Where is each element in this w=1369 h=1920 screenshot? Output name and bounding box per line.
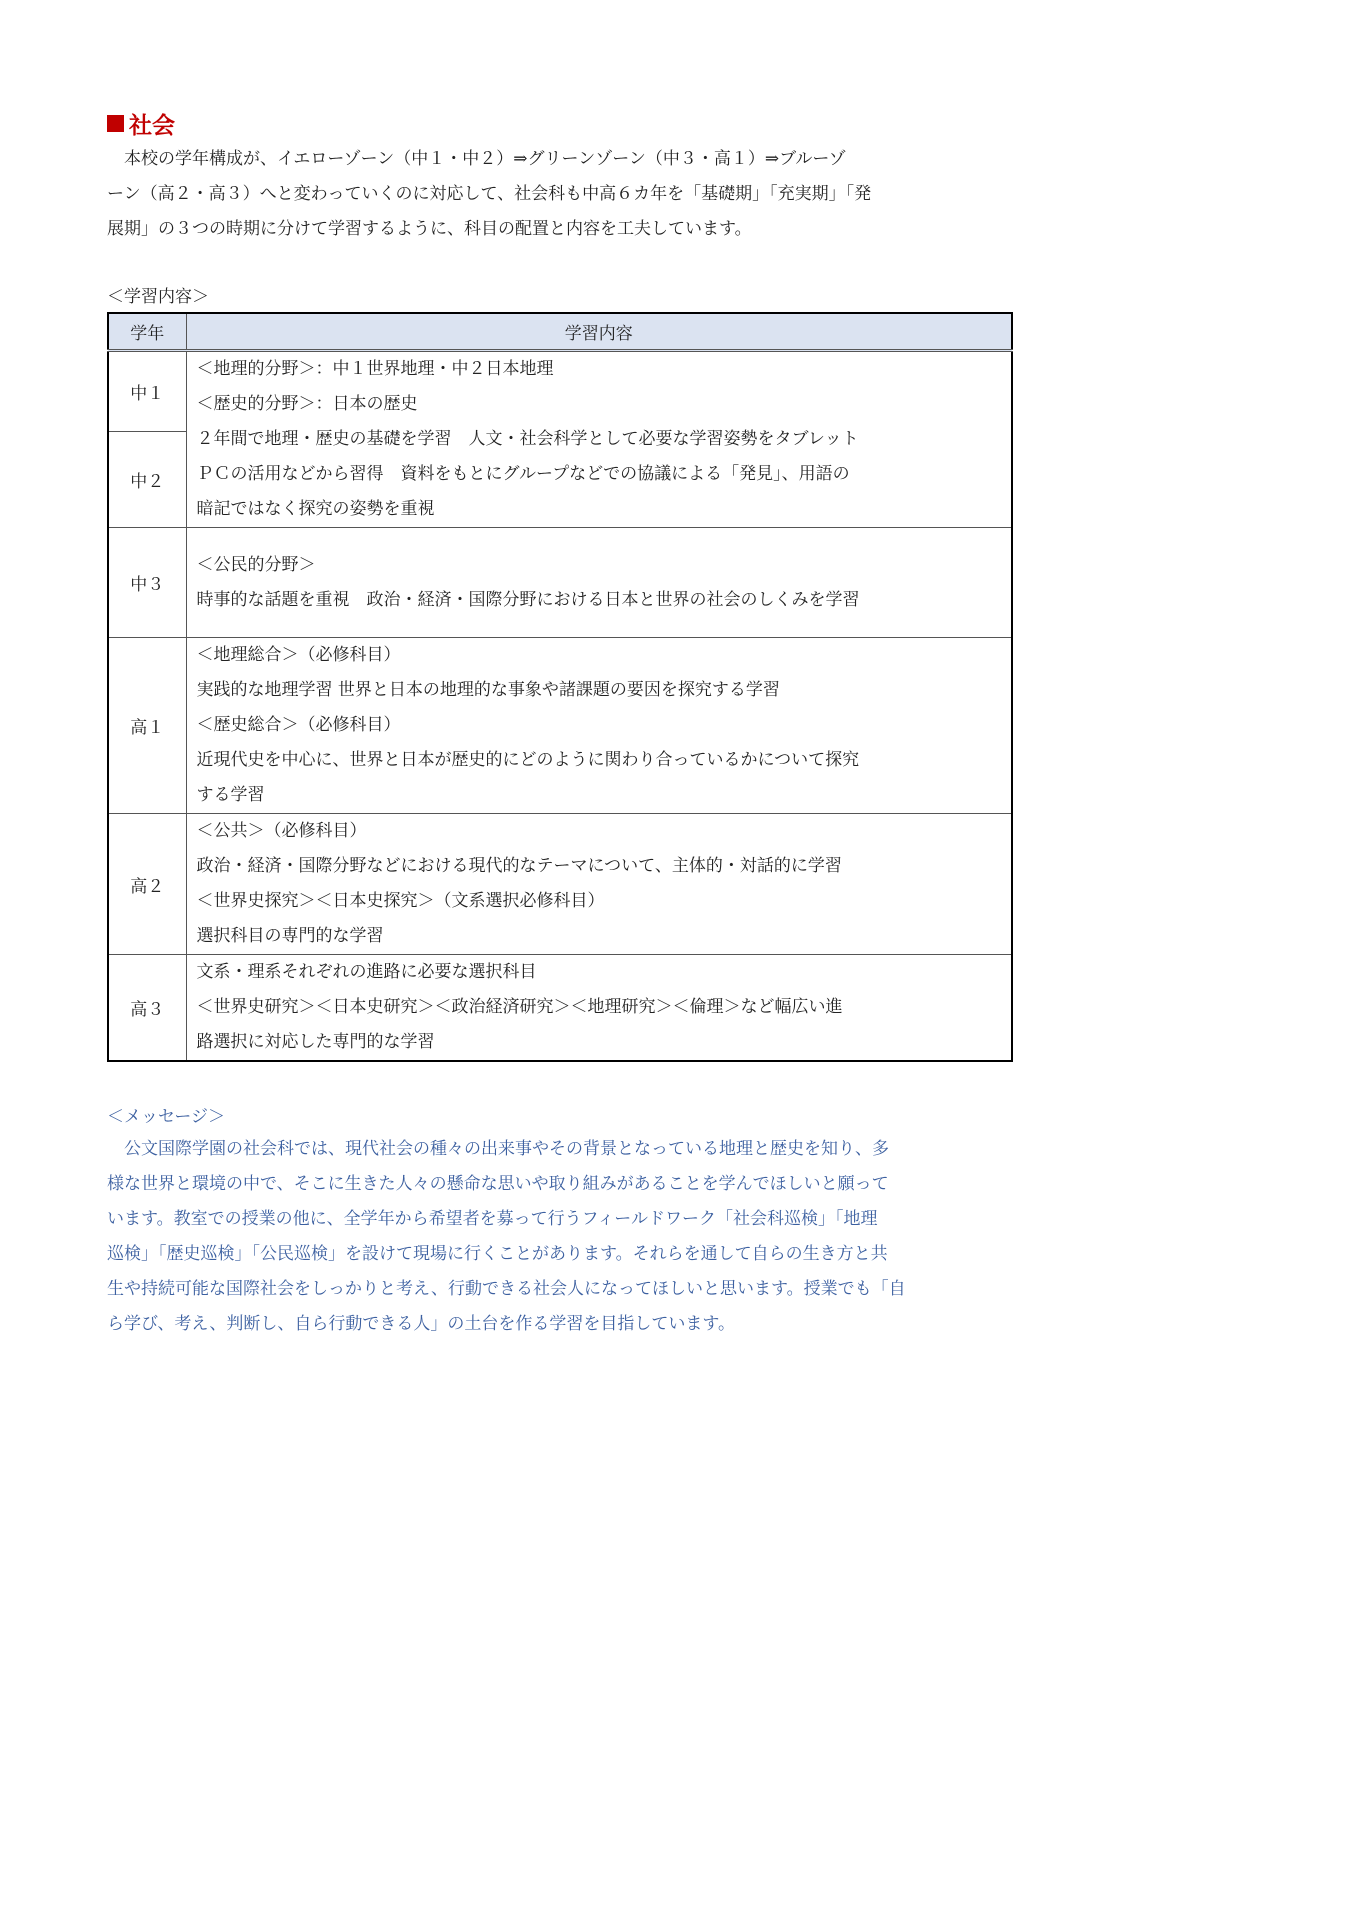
content-line: 暗記ではなく探究の姿勢を重視: [196, 499, 435, 519]
grade-cell: 高１: [108, 638, 186, 814]
header-grade: 学年: [108, 313, 186, 351]
header-content: 学習内容: [186, 313, 1012, 351]
message-line: 様な世界と環境の中で、そこに生きた人々の懸命な思いや取り組みがあることを学んでほしいと願って: [107, 1174, 889, 1194]
message-section: [107, 1102, 1013, 1342]
content-cell: [186, 814, 1012, 955]
message-title: ＜メッセージ＞: [107, 1107, 225, 1127]
curriculum-table: [107, 312, 1013, 1062]
grade-cell: 高３: [108, 955, 186, 1062]
content-line: ＜歴史総合＞（必修科目）: [196, 715, 401, 735]
content-line: ＜公共＞（必修科目）: [196, 821, 367, 841]
red-square-icon: [107, 115, 124, 132]
message-line: 巡検」「歴史巡検」「公民巡検」を設けて現場に行くことがあります。それらを通して自らの生き方と共: [107, 1244, 888, 1264]
table-row: [108, 814, 1012, 955]
content-line: ＜歴史的分野＞：日本の歴史: [196, 394, 418, 414]
message-line: 公文国際学園の社会科では、現代社会の種々の出来事やその背景となっている地理と歴史を知り、多: [124, 1139, 889, 1159]
table-row: [108, 351, 1012, 432]
section-heading-text: 社会: [129, 112, 175, 139]
content-line: ＜世界史研究＞＜日本史研究＞＜政治経済研究＞＜地理研究＞＜倫理＞など幅広い進: [196, 997, 843, 1017]
content-line: 文系・理系それぞれの進路に必要な選択科目: [196, 962, 537, 982]
content-line: ＜地理総合＞（必修科目）: [196, 645, 401, 665]
intro-paragraph: [107, 142, 1013, 247]
intro-line: ーン（高２・高３）へと変わっていくのに対応して、社会科も中高６カ年を「基礎期」「充実期」「発: [107, 184, 872, 204]
content-cell: [186, 955, 1012, 1062]
intro-line: 展期」の３つの時期に分けて学習するように、科目の配置と内容を工夫しています。: [107, 219, 752, 239]
content-line: 路選択に対応した専門的な学習: [196, 1032, 435, 1052]
content-line: 選択科目の専門的な学習: [196, 926, 384, 946]
table-header-row: [108, 313, 1012, 351]
intro-line: 本校の学年構成が、イエローゾーン（中１・中２）⇒グリーンゾーン（中３・高１）⇒ブルーゾ: [124, 149, 846, 169]
content-line: する学習: [196, 785, 265, 805]
content-line: 時事的な話題を重視 政治・経済・国際分野における日本と世界の社会のしくみを学習: [196, 589, 860, 610]
content-cell: [186, 638, 1012, 814]
table-title: ＜学習内容＞: [107, 287, 209, 307]
content-line: 実践的な地理学習 世界と日本の地理的な事象や諸課題の要因を探究する学習: [196, 680, 780, 700]
grade-cell: 中１: [108, 351, 186, 432]
content-line: ＜地理的分野＞：中１世界地理・中２日本地理: [196, 359, 554, 379]
content-cell: [186, 528, 1012, 638]
content-line: ＜世界史探究＞＜日本史探究＞（文系選択必修科目）: [196, 891, 605, 911]
grade-cell: 中２: [108, 431, 186, 527]
table-row: [108, 528, 1012, 638]
content-line: ＰＣの活用などから習得 資料をもとにグループなどでの協議による「発見」、用語の: [196, 464, 850, 484]
content-cell: [186, 351, 1012, 528]
content-line: 近現代史を中心に、世界と日本が歴史的にどのように関わり合っているかについて探究: [196, 750, 860, 770]
document-page: [107, 108, 1013, 1342]
message-line: ら学び、考え、判断し、自ら行動できる人」の土台を作る学習を目指しています。: [107, 1314, 735, 1334]
content-line: ＜公民的分野＞: [196, 554, 316, 575]
message-line: 生や持続可能な国際社会をしっかりと考え、行動できる社会人になってほしいと思います。授業でも「自: [107, 1279, 906, 1299]
message-line: います。教室での授業の他に、全学年から希望者を募って行うフィールドワーク「社会科巡検」「地理: [107, 1209, 878, 1229]
content-line: ２年間で地理・歴史の基礎を学習 人文・社会科学として必要な学習姿勢をタブレット: [196, 429, 859, 449]
grade-cell: 中３: [108, 528, 186, 638]
section-heading: [107, 108, 1013, 138]
grade-cell: 高２: [108, 814, 186, 955]
table-row: [108, 638, 1012, 814]
table-row: [108, 955, 1012, 1062]
content-line: 政治・経済・国際分野などにおける現代的なテーマについて、主体的・対話的に学習: [196, 856, 842, 876]
